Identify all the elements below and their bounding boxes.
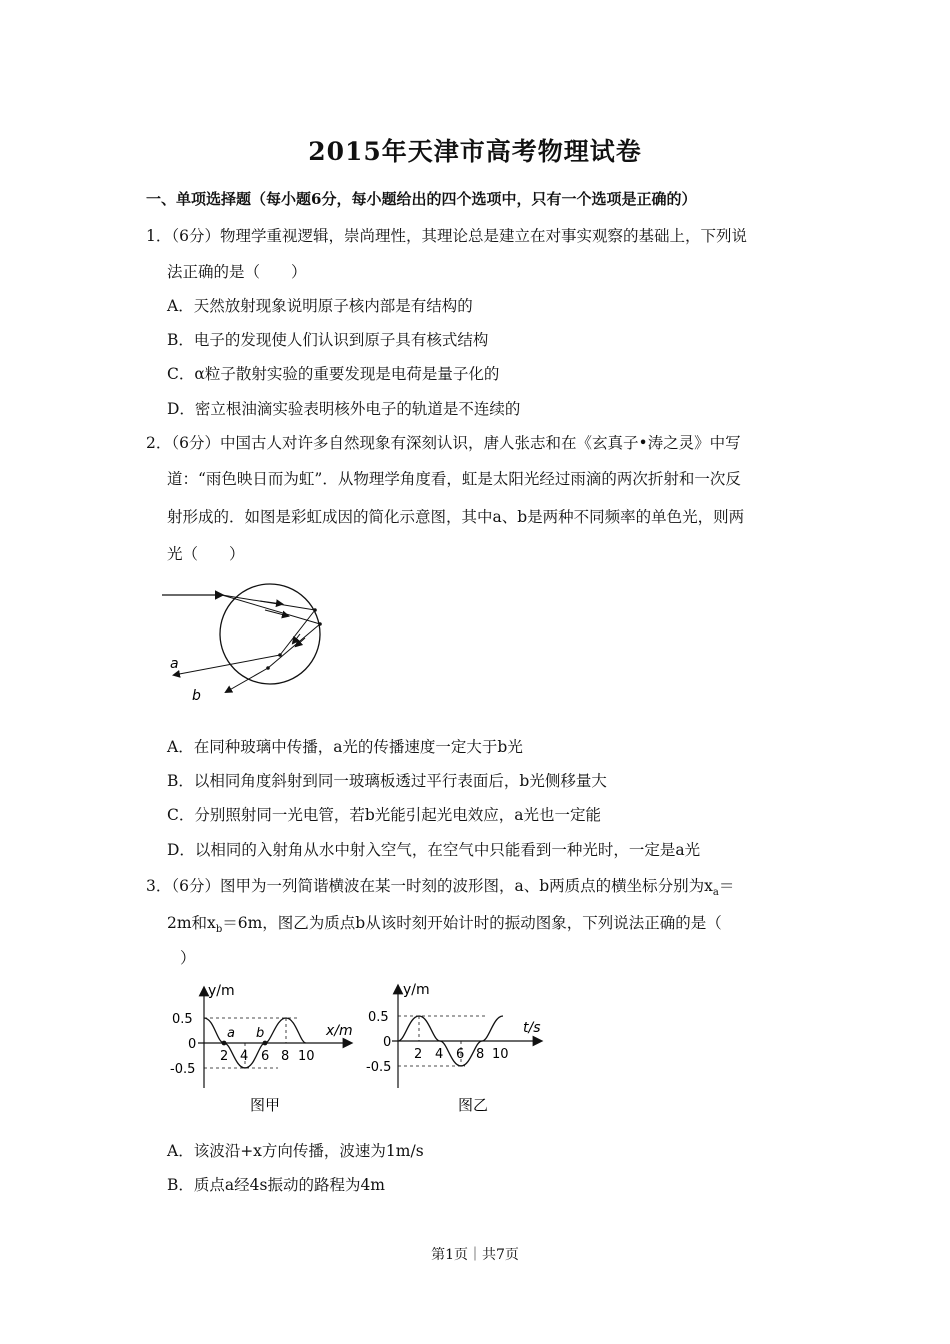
q3-stem-line2: 2m和$x_b=6m$，图乙为质点b从该时刻开始计时的振动图象，下列说法正确的是（ bbox=[167, 914, 722, 936]
q2-option-d: D．以相同的入射角从水中射入空气，在空气中只能看到一种光时，一定是a光 bbox=[167, 841, 701, 859]
jia-point-b-label: b bbox=[256, 1026, 265, 1041]
yi-xtick-8: 8 bbox=[476, 1047, 485, 1062]
point-b-dot bbox=[263, 1041, 268, 1046]
jia-xlabel: x/m bbox=[326, 1023, 353, 1039]
q2-stem-line4: 光（ ） bbox=[167, 545, 245, 563]
jia-xtick-8: 8 bbox=[281, 1049, 290, 1064]
jia-xtick-10: 10 bbox=[298, 1049, 315, 1064]
yi-ylabel: y/m bbox=[403, 982, 430, 998]
jia-caption: 图甲 bbox=[250, 1096, 281, 1114]
point-a-dot bbox=[222, 1041, 227, 1046]
q1-option-c: C．α粒子散射实验的重要发现是电荷是量子化的 bbox=[167, 365, 500, 383]
q3-option-a: A．该波沿+x方向传播，波速为1m/s bbox=[167, 1142, 424, 1160]
ray-label-b: b bbox=[192, 688, 201, 704]
ray-label-a: a bbox=[170, 656, 179, 672]
q3-stem-line1: 3．（6分）图甲为一列简谐横波在某一时刻的波形图，a、b两质点的横坐标分别为$x_a=$ bbox=[146, 877, 735, 899]
q3-stem-line3: ） bbox=[180, 949, 196, 967]
jia-xtick-4: 4 bbox=[240, 1049, 249, 1064]
jia-ytick-neg: -0.5 bbox=[170, 1062, 196, 1077]
q2-stem-line3: 射形成的．如图是彩虹成因的简化示意图，其中a、b是两种不同频率的单色光，则两 bbox=[167, 508, 745, 526]
jia-xtick-2: 2 bbox=[220, 1049, 229, 1064]
jia-point-a-label: a bbox=[227, 1026, 235, 1041]
q1-stem-line2: 法正确的是（ ） bbox=[167, 263, 307, 281]
page-title: 2015年天津市高考物理试卷 bbox=[308, 137, 642, 166]
q1-stem-line1: 1．（6分）物理学重视逻辑，崇尚理性，其理论总是建立在对事实观察的基础上，下列说 bbox=[146, 227, 747, 245]
yi-xtick-6: 6 bbox=[456, 1047, 465, 1062]
yi-xtick-4: 4 bbox=[435, 1047, 444, 1062]
yi-xtick-10: 10 bbox=[492, 1047, 509, 1062]
yi-ytick-zero: 0 bbox=[383, 1035, 392, 1050]
exit-ray-b bbox=[226, 668, 268, 692]
q1-option-b: B．电子的发现使人们认识到原子具有核式结构 bbox=[167, 331, 489, 349]
jia-ylabel: y/m bbox=[208, 983, 235, 999]
q1-option-a: A．天然放射现象说明原子核内部是有结构的 bbox=[167, 297, 473, 315]
yi-caption: 图乙 bbox=[458, 1096, 489, 1114]
q2-stem-line1: 2．（6分）中国古人对许多自然现象有深刻认识，唐人张志和在《玄真子•涛之灵》中写 bbox=[146, 434, 741, 452]
section-heading: 一、单项选择题（每小题6分，每小题给出的四个选项中，只有一个选项是正确的） bbox=[146, 190, 697, 208]
q2-option-a: A．在同种玻璃中传播，a光的传播速度一定大于b光 bbox=[167, 738, 523, 756]
yi-ytick-neg: -0.5 bbox=[366, 1060, 392, 1075]
rainbow-diagram bbox=[160, 572, 340, 712]
q2-stem-line2: 道：“雨色映日而为虹”．从物理学角度看，虹是太阳光经过雨滴的两次折射和一次反 bbox=[167, 470, 741, 488]
yi-xlabel: t/s bbox=[523, 1020, 541, 1036]
jia-ytick-pos: 0.5 bbox=[172, 1012, 193, 1027]
exit-ray-a bbox=[174, 655, 280, 675]
jia-xtick-6: 6 bbox=[261, 1049, 270, 1064]
page-footer: 第1页｜共7页 bbox=[431, 1247, 519, 1263]
yi-xtick-2: 2 bbox=[414, 1047, 423, 1062]
vibration-graph-yi bbox=[365, 980, 555, 1115]
q2-option-b: B．以相同角度斜射到同一玻璃板透过平行表面后，b光侧移量大 bbox=[167, 772, 607, 790]
q1-option-d: D．密立根油滴实验表明核外电子的轨道是不连续的 bbox=[167, 400, 521, 418]
q2-option-c: C．分别照射同一光电管，若b光能引起光电效应，a光也一定能 bbox=[167, 806, 602, 824]
wave-graph-jia bbox=[168, 980, 363, 1115]
yi-ytick-pos: 0.5 bbox=[368, 1010, 389, 1025]
jia-ytick-zero: 0 bbox=[188, 1037, 197, 1052]
q3-option-b: B．质点a经4s振动的路程为4m bbox=[167, 1176, 386, 1194]
